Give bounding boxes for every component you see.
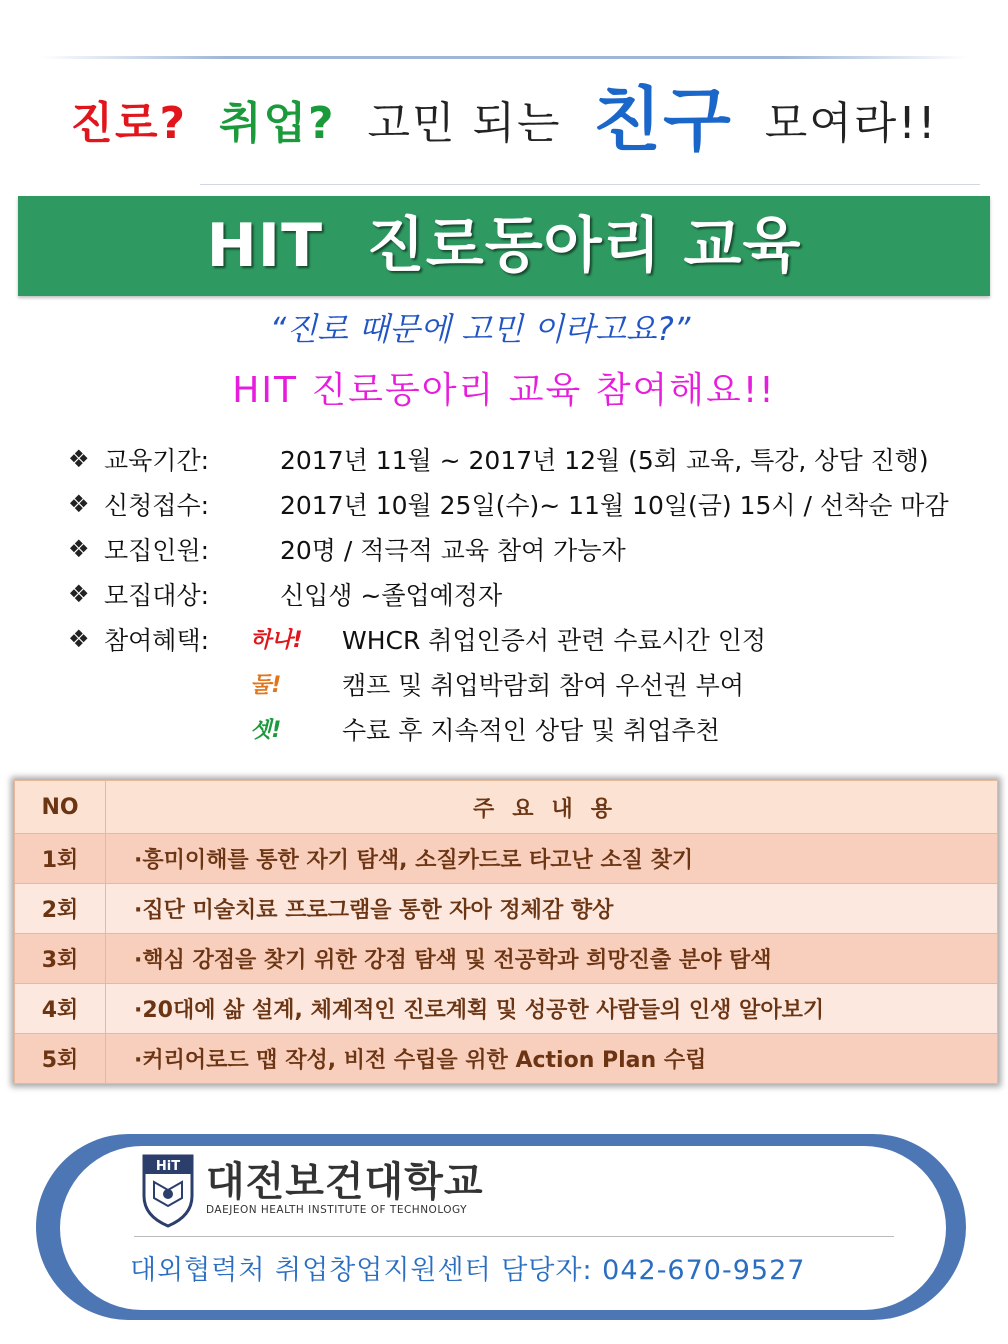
benefit-row-two <box>250 661 744 706</box>
info-row-application <box>68 481 968 526</box>
headline-worried: 고민 되는 <box>367 98 562 149</box>
benefit-tag-one: 하나! <box>250 628 303 653</box>
top-decorative-rule <box>40 56 968 59</box>
university-name: 대전보건대학교 <box>206 1159 484 1205</box>
info-row-period <box>68 436 968 481</box>
footer-divider <box>134 1236 894 1237</box>
info-value: 20명 / 적극적 교육 참여 가능자 <box>280 535 626 565</box>
row-number: 1회 <box>15 834 106 884</box>
title-banner <box>18 196 990 296</box>
row-number: 4회 <box>15 984 106 1034</box>
benefit-tag-two: 둘! <box>250 673 282 698</box>
headline-employment: 취업? <box>218 98 336 149</box>
crest-lettering: HiT <box>155 1159 181 1174</box>
quote-text: “진로 때문에 고민 이라고요?” <box>269 310 691 348</box>
contact-info: 대외협력처 취업창업지원센터 담당자: 042-670-9527 <box>130 1255 806 1286</box>
info-value: 2017년 11월 ~ 2017년 12월 (5회 교육, 특강, 상담 진행) <box>280 445 929 475</box>
info-label: 참여혜택: <box>104 625 210 655</box>
benefit-row-one <box>250 616 766 661</box>
info-row-capacity <box>68 526 968 571</box>
headline <box>0 70 1008 170</box>
university-crest-icon <box>138 1150 198 1230</box>
info-value: 신입생 ~졸업예정자 <box>280 580 503 610</box>
benefit-text: 수료 후 지속적인 상담 및 취업추천 <box>342 715 720 745</box>
info-label: 신청접수: <box>104 490 210 520</box>
headline-friend: 친구 <box>593 79 733 161</box>
header-content: 주요내용 <box>106 781 998 834</box>
headline-career: 진로? <box>70 98 187 149</box>
headline-divider <box>200 184 980 185</box>
call-to-action: HIT 진로동아리 교육 참여해요!! <box>232 370 776 411</box>
headline-gather: 모여라!! <box>764 98 938 149</box>
row-content: ·집단 미술치료 프로그램을 통한 자아 정체감 향상 <box>106 884 998 934</box>
diamond-bullet-icon: ❖ <box>68 444 90 473</box>
banner-title: HIT 진로동아리 교육 <box>206 211 802 281</box>
row-content: ·커리어로드 맵 작성, 비전 수립을 위한 Action Plan 수립 <box>106 1034 998 1084</box>
row-number: 2회 <box>15 884 106 934</box>
info-label: 모집대상: <box>104 580 210 610</box>
header-no: NO <box>15 781 106 834</box>
table-row <box>15 834 998 884</box>
row-number: 3회 <box>15 934 106 984</box>
benefit-text: WHCR 취업인증서 관련 수료시간 인정 <box>342 625 767 655</box>
info-label: 모집인원: <box>104 535 210 565</box>
info-label: 교육기간: <box>104 445 210 475</box>
diamond-bullet-icon: ❖ <box>68 579 90 608</box>
table-row <box>15 884 998 934</box>
diamond-bullet-icon: ❖ <box>68 624 90 653</box>
schedule-table-container <box>14 780 998 1084</box>
info-row-target <box>68 571 968 616</box>
info-value: 2017년 10월 25일(수)~ 11월 10일(금) 15시 / 선착순 마감 <box>280 490 949 520</box>
diamond-bullet-icon: ❖ <box>68 534 90 563</box>
table-row <box>15 1034 998 1084</box>
benefit-text: 캠프 및 취업박람회 참여 우선권 부여 <box>342 670 744 700</box>
benefit-row-three <box>250 706 720 751</box>
table-row <box>15 984 998 1034</box>
row-content: ·핵심 강점을 찾기 위한 강점 탐색 및 전공학과 희망진출 분야 탐색 <box>106 934 998 984</box>
diamond-bullet-icon: ❖ <box>68 489 90 518</box>
university-name-english: DAEJEON HEALTH INSTITUTE OF TECHNOLOGY <box>206 1204 468 1216</box>
row-number: 5회 <box>15 1034 106 1084</box>
table-row <box>15 934 998 984</box>
schedule-table <box>14 780 998 1084</box>
row-content: ·20대에 삶 설계, 체계적인 진로계획 및 성공한 사람들의 인생 알아보기 <box>106 984 998 1034</box>
row-content: ·흥미이해를 통한 자기 탐색, 소질카드로 타고난 소질 찾기 <box>106 834 998 884</box>
benefit-tag-three: 셋! <box>250 718 282 743</box>
table-header-row <box>15 781 998 834</box>
